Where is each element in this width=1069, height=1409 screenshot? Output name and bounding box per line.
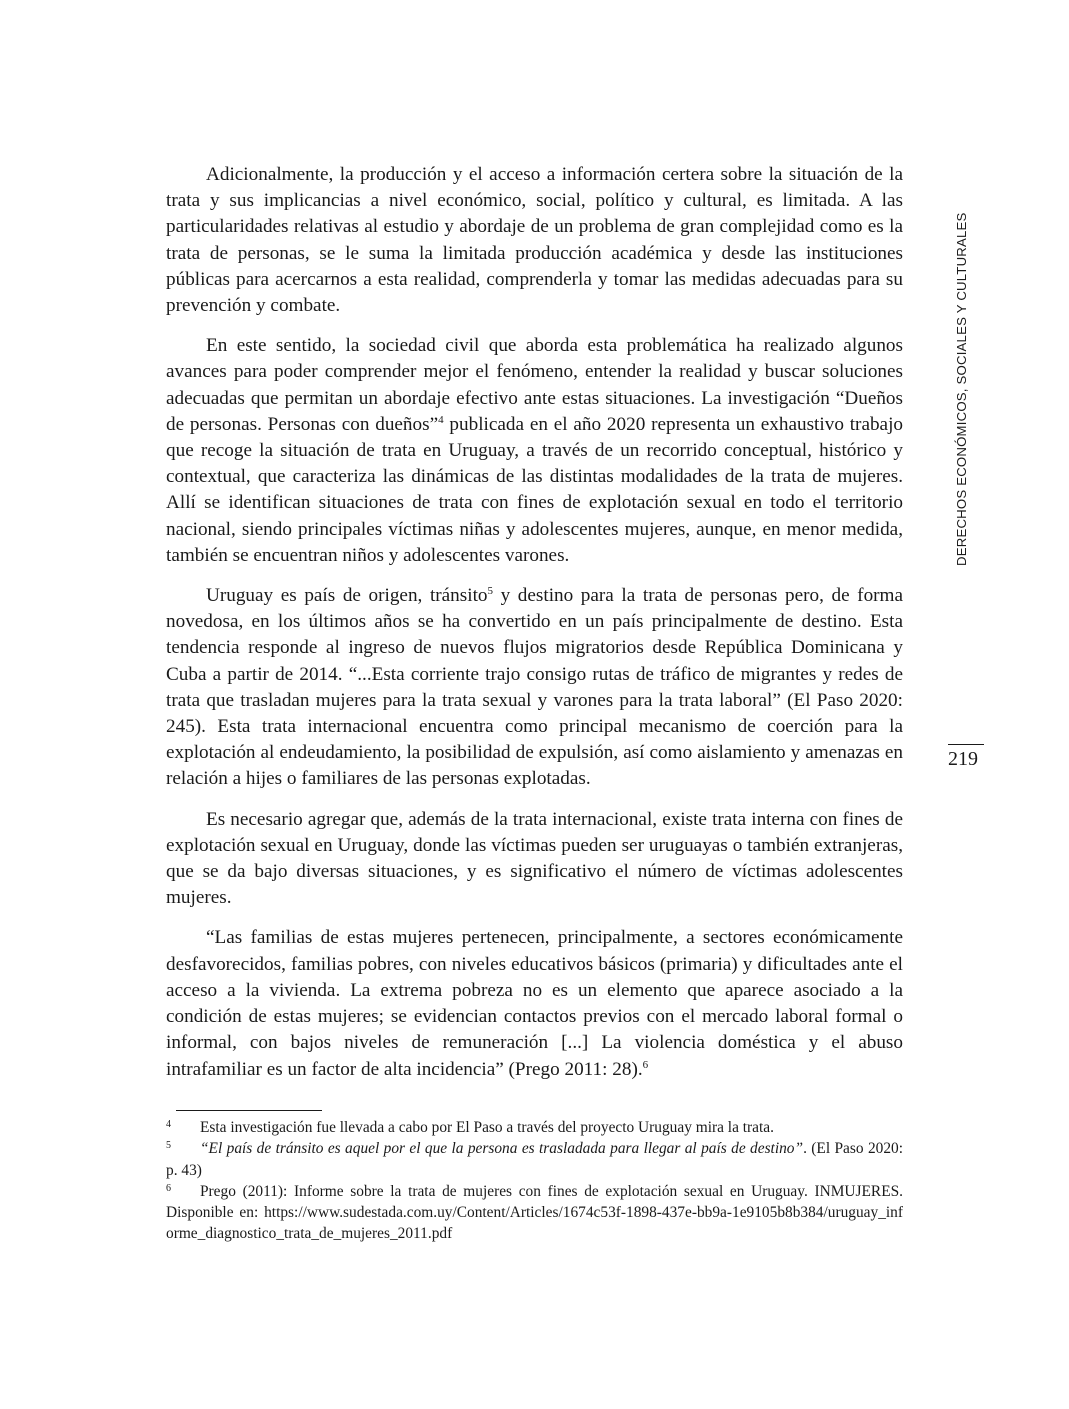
paragraph-1: Adicionalmente, la producción y el acceso a información certera sobre la situación de la trata y sus implicancias a nivel económico, social, político y cultural, es limitada. A las particularidades relativas al estudio y abordaje de un problema de gran complejidad como es la trata de personas, se le suma la limitada producción académica y desde las instituciones públicas para acercarnos a esta realidad, comprenderla y tomar las medidas adecuadas para su prevención y combate.: [166, 164, 903, 317]
footnote-ref-4[interactable]: 4: [438, 413, 444, 426]
body-text: [166, 162, 903, 1097]
footnote-url-link[interactable]: https://www.sudestada.com.uy/Content/Articles/1674c53f-1898-437e-bb9a-1e9105b8b384/uruguay_informe_diagnostico_trata_de_mujeres_2011.pdf: [166, 1204, 903, 1243]
section-side-title: DERECHOS ECONÓMICOS, SOCIALES Y CULTURALES: [954, 212, 969, 566]
paragraph-3: Uruguay es país de origen, tránsito$^5$ y destino para la trata de personas pero, de forma novedosa, en los últimos años se ha convertido en un país principalmente de destino. Esta tendencia responde al ingreso de nuevos flujos migratorios desde República Dominicana y Cuba a partir de 2014. “...Esta corriente trajo consigo rutas de tráfico de migrantes y redes de trata que trasladan mujeres para la trata sexual y varones para la trata laboral” (El Paso 2020: 245). Esta trata internacional encuentra como principal mecanismo de coerción para la explotación al endeudamiento, la posibilidad de expulsión, así como aislamiento y amenazas en relación a hijes o familiares de las personas explotadas.: [166, 585, 903, 790]
paragraph-5-quote: “Las familias de estas mujeres pertenecen, principalmente, a sectores económicamente desfavorecidos, familias pobres, con niveles educativos básicos (primaria) y dificultades ante el acceso a la vivienda. La extrema pobreza no es un elemento que aparece asociado a la condición de estas mujeres; se evidencian contactos previos con el mercado laboral formal o informal, con bajos niveles de remuneración [...] La violencia doméstica y el abuso intrafamiliar es un factor de alta incidencia” (Prego 2011: 28).$^6$: [166, 927, 903, 1080]
footnotes: [166, 1117, 903, 1245]
footnote-text: . (El Paso 2020: p. 43): [166, 1140, 903, 1179]
footnote-text: Esta investigación fue llevada a cabo por El Paso a través del proyecto Uruguay mira la trata.: [200, 1119, 774, 1136]
paragraph-4: Es necesario agregar que, además de la trata internacional, existe trata interna con fines de explotación sexual en Uruguay, donde las víctimas pueden ser uruguayas o también extranjeras, que se da bajo diversas situaciones, y es significativo el número de víctimas adolescentes mujeres.: [166, 808, 903, 909]
footnote-4: 4 Esta investigación fue llevada a cabo por El Paso a través del proyecto Uruguay mira la trata.: [166, 1119, 774, 1136]
paragraph-2: En este sentido, la sociedad civil que aborda esta problemática ha realizado algunos avances para poder comprender mejor el fenómeno, entender la realidad y buscar soluciones adecuadas que permitan un abordaje efectivo ante estas situaciones. La investigación “Dueños de personas. Personas con dueños”$^4$ publicada en el año 2020 representa un exhaustivo trabajo que recoge la situación de trata en Uruguay, a través de un recorrido conceptual, histórico y contextual, que caracteriza las dinámicas de las distintas modalidades de la trata de mujeres. Allí se identifican situaciones de trata con fines de explotación sexual en todo el territorio nacional, siendo principales víctimas niñas y adolescentes mujeres, aunque, en menor medida, también se encuentran niños y adolescentes varones.: [166, 335, 903, 566]
footnote-quote: “El país de tránsito es aquel por el que la persona es trasladada para llegar al país de destino”: [200, 1140, 804, 1158]
footnote-text: Prego (2011): Informe sobre la trata de mujeres con fines de explotación sexual en Uruguay. INMUJERES. Disponible en:: [166, 1182, 903, 1222]
footnote-5: 5 “El país de tránsito es aquel por el que la persona es trasladada para llegar al país de destino”. (El Paso 2020: p. 43): [166, 1140, 903, 1179]
footnote-divider: [176, 1110, 322, 1111]
footnote-ref-5[interactable]: 5: [487, 585, 493, 598]
footnote-6: 6 Prego (2011): Informe sobre la trata de mujeres con fines de explotación sexual en Uruguay. INMUJERES. Disponible en: https://www.sudestada.com.uy/Content/Articles/1674c53f-1898-437e-bb9a-1e9105b8b384/uruguay_informe_diagnostico_trata_de_mujeres_2011.pdf: [166, 1182, 903, 1243]
footnote-ref-6[interactable]: 6: [642, 1058, 649, 1071]
page-number: 219: [948, 744, 984, 771]
